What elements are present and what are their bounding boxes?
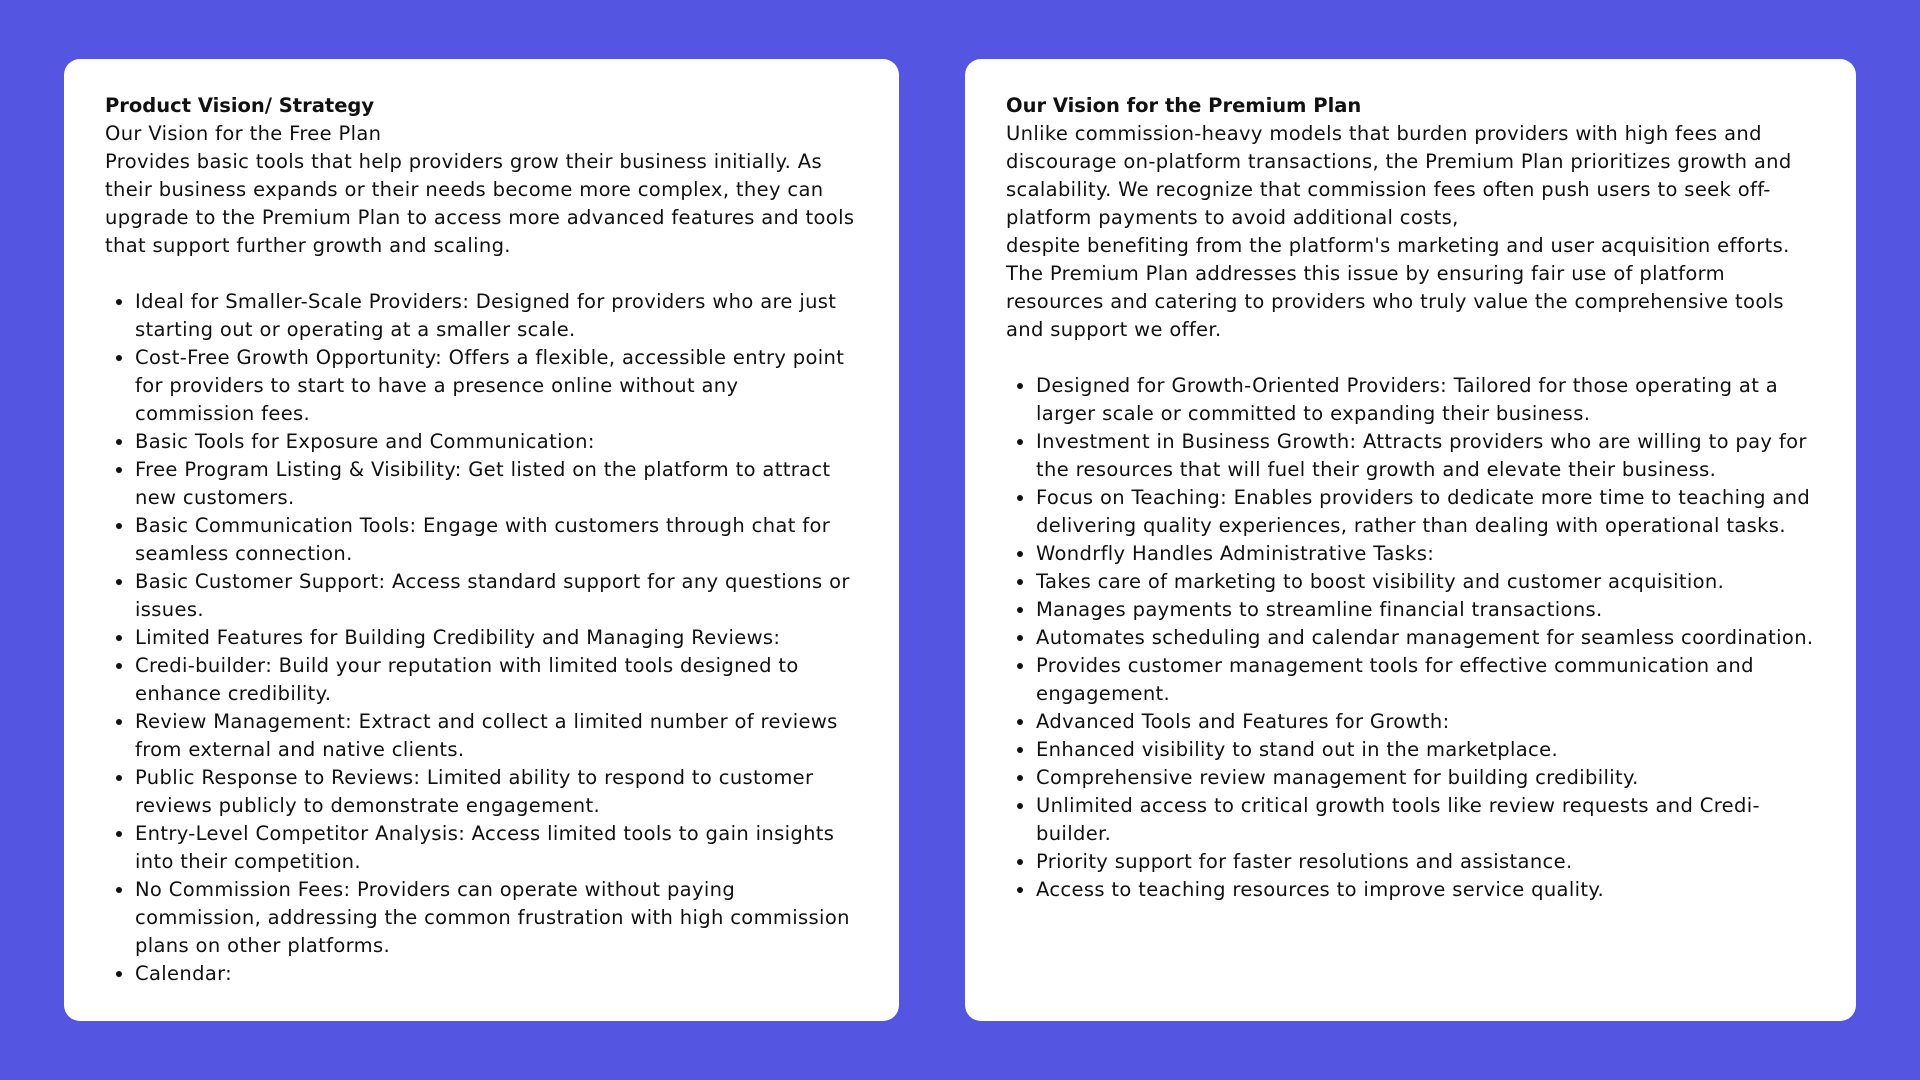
list-item: Access to teaching resources to improve service quality. [1036,876,1818,904]
list-item: Enhanced visibility to stand out in the marketplace. [1036,736,1818,764]
list-item: No Commission Fees: Providers can operate without paying commission, addressing the common frustration with high commission plans on other platforms. [135,876,861,960]
list-item: Basic Communication Tools: Engage with customers through chat for seamless connection. [135,512,861,568]
card-intro: Provides basic tools that help providers grow their business initially. As their business expands or their needs become more complex, they can upgrade to the Premium Plan to access more advanced features and tools that support further growth and scaling. [105,150,855,257]
premium-plan-card [965,59,1856,1021]
list-item: Public Response to Reviews: Limited ability to respond to customer reviews publicly to demonstrate engagement. [135,764,861,820]
list-item: Advanced Tools and Features for Growth: [1036,708,1818,736]
card-intro: Unlike commission-heavy models that burden providers with high fees and discourage on-platform transactions, the Premium Plan prioritizes growth and scalability. We recognize that commission fees often push users to seek off-platform payments to avoid additional costs, [1006,122,1792,229]
bullet-list [1006,372,1818,904]
list-item: Manages payments to streamline financial transactions. [1036,596,1818,624]
list-item: Free Program Listing & Visibility: Get listed on the platform to attract new customers. [135,456,861,512]
list-item: Review Management: Extract and collect a limited number of reviews from external and native clients. [135,708,861,764]
list-item: Automates scheduling and calendar management for seamless coordination. [1036,624,1818,652]
list-item: Calendar: [135,960,861,988]
list-item: Investment in Business Growth: Attracts providers who are willing to pay for the resources that will fuel their growth and elevate their business. [1036,428,1818,484]
list-item: Unlimited access to critical growth tools like review requests and Credi-builder. [1036,792,1818,848]
bullet-list [105,288,861,988]
list-item: Focus on Teaching: Enables providers to dedicate more time to teaching and delivering quality experiences, rather than dealing with operational tasks. [1036,484,1818,540]
card-intro-continued: despite benefiting from the platform's marketing and user acquisition efforts. The Premium Plan addresses this issue by ensuring fair use of platform resources and catering to providers who truly value the comprehensive tools and support we offer. [1006,234,1790,341]
list-item: Credi-builder: Build your reputation with limited tools designed to enhance credibility. [135,652,861,708]
spacer [1006,344,1818,372]
list-item: Takes care of marketing to boost visibility and customer acquisition. [1036,568,1818,596]
list-item: Cost-Free Growth Opportunity: Offers a flexible, accessible entry point for providers to start to have a presence online without any commission fees. [135,344,861,428]
list-item: Limited Features for Building Credibility and Managing Reviews: [135,624,861,652]
spacer [105,260,861,288]
list-item: Basic Tools for Exposure and Communication: [135,428,861,456]
list-item: Comprehensive review management for building credibility. [1036,764,1818,792]
list-item: Priority support for faster resolutions and assistance. [1036,848,1818,876]
card-subtitle: Our Vision for the Free Plan [105,122,382,145]
list-item: Ideal for Smaller-Scale Providers: Designed for providers who are just starting out or operating at a smaller scale. [135,288,861,344]
list-item: Basic Customer Support: Access standard support for any questions or issues. [135,568,861,624]
list-item: Provides customer management tools for effective communication and engagement. [1036,652,1818,708]
list-item: Wondrfly Handles Administrative Tasks: [1036,540,1818,568]
card-title: Our Vision for the Premium Plan [1006,94,1362,117]
free-plan-card [64,59,899,1021]
list-item: Designed for Growth-Oriented Providers: Tailored for those operating at a larger scale or committed to expanding their business. [1036,372,1818,428]
list-item: Entry-Level Competitor Analysis: Access limited tools to gain insights into their competition. [135,820,861,876]
card-title: Product Vision/ Strategy [105,94,375,117]
